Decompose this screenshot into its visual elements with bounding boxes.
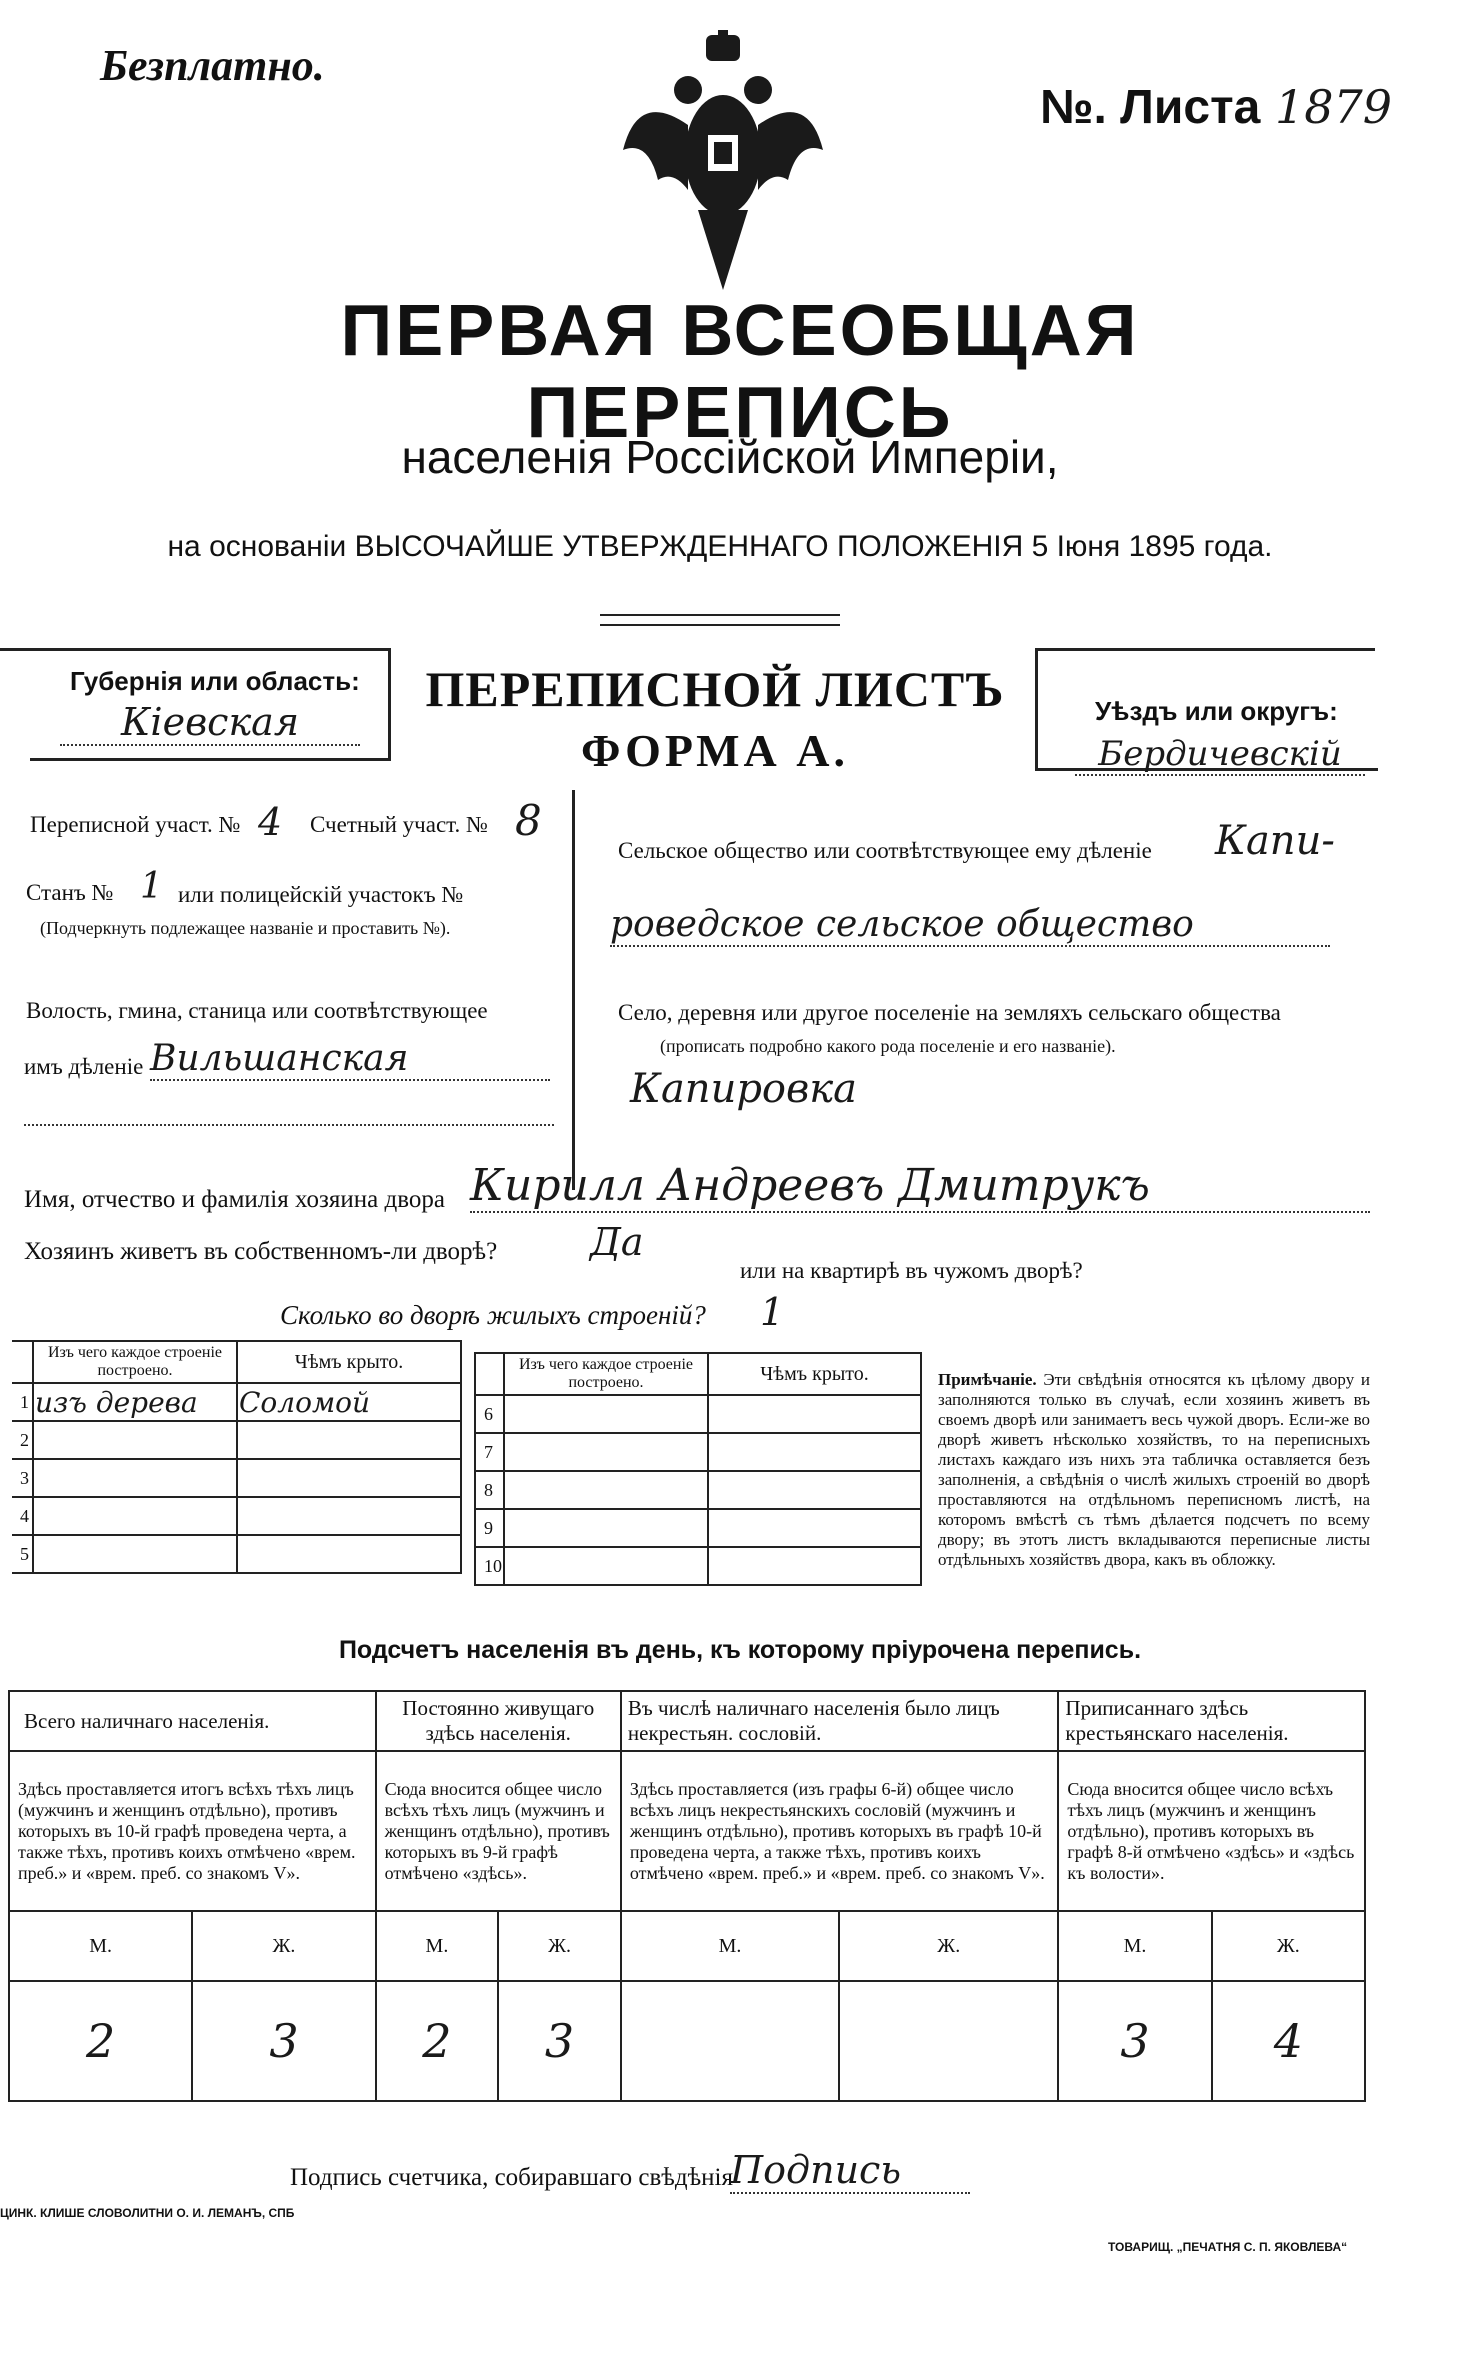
police-label: или полицейскій участокъ № [178,882,464,907]
table-row [475,1395,921,1433]
owner-name-value[interactable]: Кирилл Андреевъ Дмитрукъ [470,1160,1370,1213]
male-header: М. [376,1911,499,1981]
material-cell[interactable] [33,1497,237,1535]
col-desc-non-peasant: Здѣсь проставляется (изъ графы 6-й) общее число всѣхъ лицъ некрестьянскихъ сословій (мужчинъ и женщинъ отдѣльно), противъ которыхъ въ графѣ 10-й проведена черта, а также тѣхъ, противъ коихъ отмѣчено «врем. преб.» и «врем. преб. со знакомъ V». [621,1751,1059,1911]
total-female-value[interactable]: 3 [192,1981,375,2101]
province-label: Губернія или область: [70,666,360,696]
material-header: Изъ чего каждое строеніе построено. [504,1353,708,1395]
row-number: 8 [475,1471,504,1509]
roof-header: Чѣмъ крыто. [708,1353,921,1395]
row-number: 4 [12,1497,33,1535]
roof-cell[interactable] [237,1459,461,1497]
col-heading-non-peasant: Въ числѣ наличнаго населенія было лицъ некрестьян. сословій. [621,1691,1059,1751]
roof-cell[interactable] [237,1421,461,1459]
roof-cell[interactable] [708,1471,921,1509]
roof-cell[interactable] [708,1433,921,1471]
note-block [938,1370,1370,1570]
basis-line: на основаніи ВЫСОЧАЙШЕ УТВЕРЖДЕННАГО ПОЛОЖЕНІЯ 5 Іюня 1895 года. [167,530,1273,563]
row-number-header [475,1353,504,1395]
district-value[interactable]: Бердичевскій [1075,734,1365,776]
table-row [475,1471,921,1509]
col-heading-permanent: Постоянно живущаго здѣсь населенія. [376,1691,621,1751]
double-headed-eagle-emblem [618,30,828,300]
village-hint: (прописать подробно какого рода поселеніе и его названіе). [660,1036,1116,1056]
row-number: 7 [475,1433,504,1471]
province-value[interactable]: Кіевская [60,700,360,746]
row-number-header [12,1341,33,1383]
roof-cell[interactable] [237,1535,461,1573]
own-yard-label: Хозяинъ живетъ въ собственномъ-ли дворѣ? [24,1238,498,1265]
right-imprint: ТОВАРИЩ. „ПЕЧАТНЯ С. П. ЯКОВЛЕВА“ [1108,2240,1348,2254]
material-cell[interactable] [504,1433,708,1471]
volost-label-2: имъ дѣленіе [24,1054,144,1079]
female-header: Ж. [1212,1911,1365,1981]
material-cell[interactable] [33,1421,237,1459]
material-header: Изъ чего каждое строеніе построено. [33,1341,237,1383]
registered-male-value[interactable]: 3 [1058,1981,1211,2101]
roof-cell[interactable] [237,1497,461,1535]
col-desc-registered-peasant: Сюда вносится общее число всѣхъ тѣхъ лицъ (мужчинъ и женщинъ отдѣльно), противъ которыхъ въ графѣ 8-й отмѣчено «здѣсь» и «здѣсь къ волости». [1058,1751,1365,1911]
form-title: ПЕРЕПИСНОЙ ЛИСТЪ [425,661,1005,717]
non-peasant-female-value[interactable] [839,1981,1058,2101]
sheet-number-value: 1879 [1275,80,1393,134]
roof-cell[interactable] [708,1547,921,1585]
col-heading-registered-peasant: Приписаннаго здѣсь крестьянскаго населенія. [1058,1691,1365,1751]
fields-vertical-divider [572,790,575,1190]
material-cell[interactable] [504,1395,708,1433]
row-number: 3 [12,1459,33,1497]
stan-value[interactable]: 1 [140,866,163,907]
roof-cell[interactable] [708,1395,921,1433]
owner-name-label: Имя, отчество и фамилія хозяина двора [24,1186,445,1213]
material-cell[interactable] [33,1459,237,1497]
table-row [475,1433,921,1471]
sheet-number-label: №. Листа [1040,81,1261,134]
material-cell[interactable] [504,1509,708,1547]
society-value-2[interactable]: роведское сельское общество [610,904,1330,947]
buildings-label: Сколько во дворѣ жилыхъ строеній? [280,1300,706,1330]
signature-value[interactable]: Подпись [730,2148,970,2194]
rented-label: или на квартирѣ въ чужомъ дворѣ? [740,1258,1083,1283]
volost-extra-line [24,1124,554,1126]
female-header: Ж. [839,1911,1058,1981]
table-row [12,1383,461,1421]
population-title: Подсчетъ населенія въ день, къ которому пріурочена перепись. [338,1636,1142,1664]
count-section-value[interactable]: 8 [515,796,542,845]
row-number: 9 [475,1509,504,1547]
permanent-female-value[interactable]: 3 [498,1981,621,2101]
male-header: М. [1058,1911,1211,1981]
material-cell[interactable] [504,1471,708,1509]
free-label: Безплатно. [100,41,325,90]
female-header: Ж. [192,1911,375,1981]
permanent-male-value[interactable]: 2 [376,1981,499,2101]
female-header: Ж. [498,1911,621,1981]
row-number: 1 [12,1383,33,1421]
underline-hint: (Подчеркнуть подлежащее названіе и проставить №). [40,918,451,938]
roof-header: Чѣмъ крыто. [237,1341,461,1383]
ornament-divider [600,614,840,626]
form-subtitle: ФОРМА А. [581,725,849,776]
buildings-table-right [474,1352,922,1586]
male-header: М. [9,1911,192,1981]
signature-label: Подпись счетчика, собиравшаго свѣдѣнія [290,2164,733,2191]
registered-female-value[interactable]: 4 [1212,1981,1365,2101]
society-label: Сельское общество или соотвѣтствующее ему дѣленіе [618,838,1152,863]
table-row [12,1497,461,1535]
subtitle: населенія Россійской Имперіи, [401,431,1059,483]
roof-cell[interactable] [708,1509,921,1547]
population-table [8,1690,1366,2102]
table-row [12,1459,461,1497]
material-cell[interactable] [504,1547,708,1585]
table-row [12,1535,461,1573]
row-number: 5 [12,1535,33,1573]
buildings-table-left [12,1340,462,1574]
roof-cell[interactable]: Соломой [237,1383,461,1421]
row-number: 6 [475,1395,504,1433]
material-cell[interactable] [33,1535,237,1573]
row-number: 10 [475,1547,504,1585]
village-value[interactable]: Капировка [630,1066,858,1112]
table-row [475,1547,921,1585]
col-desc-permanent: Сюда вносится общее число всѣхъ тѣхъ лицъ (мужчинъ и женщинъ отдѣльно), противъ которыхъ въ 9-й графѣ отмѣчено «здѣсь». [376,1751,621,1911]
main-title: ПЕРВАЯ ВСЕОБЩАЯ ПЕРЕПИСЬ [340,291,1140,453]
census-section-label: Переписной участ. № [30,812,241,837]
left-imprint: ЦИНК. КЛИШЕ СЛОВОЛИТНИ О. И. ЛЕМАНЪ, СПБ [0,2206,295,2220]
count-section-label: Счетный участ. № [310,812,488,837]
row-number: 2 [12,1421,33,1459]
volost-label: Волость, гмина, станица или соотвѣтствующее [26,998,488,1023]
non-peasant-male-value[interactable] [621,1981,839,2101]
own-yard-value[interactable]: Да [590,1220,644,1264]
material-cell[interactable]: изъ дерева [33,1383,237,1421]
col-desc-total: Здѣсь проставляется итогъ всѣхъ тѣхъ лицъ (мужчинъ и женщинъ отдѣльно), противъ которыхъ въ 10-й графѣ проведена черта, а также тѣхъ, противъ коихъ отмѣчено «врем. преб.» и «врем. преб. со знакомъ V». [9,1751,376,1911]
table-row [475,1509,921,1547]
village-label: Село, деревня или другое поселеніе на земляхъ сельскаго общества [618,1000,1281,1025]
society-value[interactable]: Капи- [1215,818,1335,864]
total-male-value[interactable]: 2 [9,1981,192,2101]
volost-value[interactable]: Вильшанская [150,1038,550,1081]
col-heading-total: Всего наличнаго населенія. [9,1691,376,1751]
table-row [12,1421,461,1459]
note-text: Эти свѣдѣнія относятся къ цѣлому двору и заполняются только въ случаѣ, если хозяинъ живетъ въ своемъ дворѣ или занимаетъ весь чужой дворъ. Если-же во дворѣ живетъ нѣсколько хозяйствъ, то на переписныхъ листахъ каждаго изъ нихъ эта табличка оставляется безъ заполненія, а свѣдѣнія о числѣ жилыхъ строеній во дворѣ проставляются на отдѣльномъ переписномъ листѣ, на которомъ вмѣстѣ съ тѣмъ дѣлается подсчетъ по всему двору; въ этотъ листъ вкладываются переписные листы отдѣльныхъ хозяйствъ двора, какъ въ обложку. [938,1370,1371,1569]
district-label: Уѣздъ или округъ: [1095,696,1338,726]
male-header: М. [621,1911,839,1981]
buildings-value[interactable]: 1 [760,1290,785,1334]
note-heading: Примѣчаніе. [938,1370,1037,1389]
stan-label: Станъ № [26,880,114,905]
census-section-value[interactable]: 4 [258,800,283,844]
